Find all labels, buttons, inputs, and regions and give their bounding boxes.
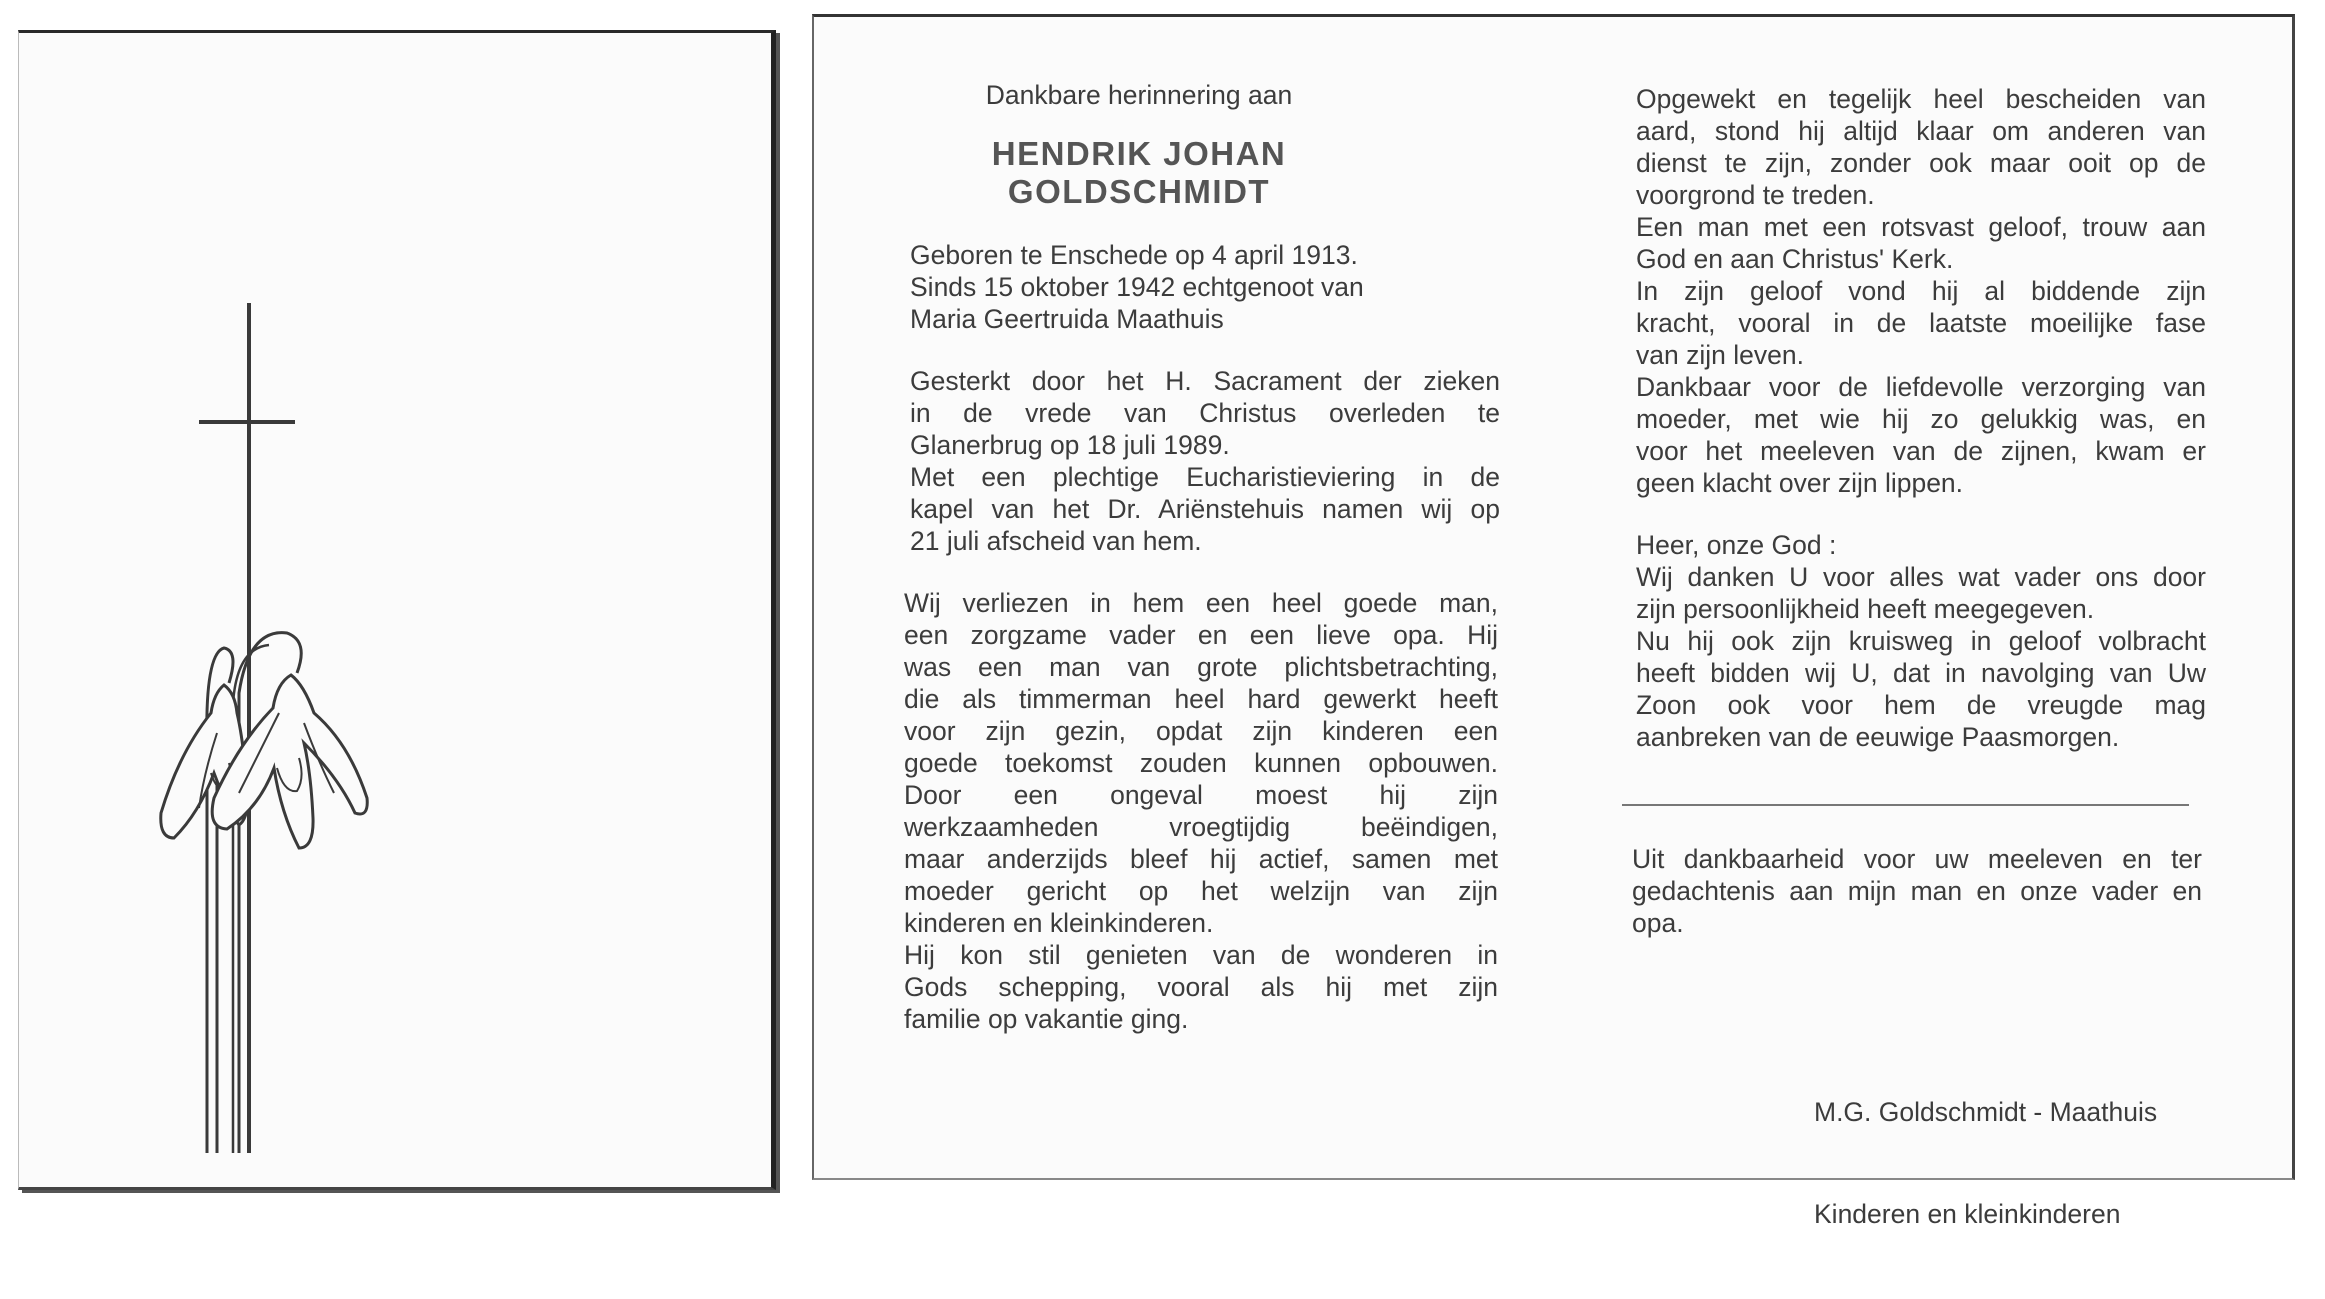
text-line: kracht, vooral in de laatste moeilijke fase (1636, 308, 2206, 338)
deceased-name-line-2: GOLDSCHMIDT (1007, 173, 1271, 210)
text-line: Wij danken U voor alles wat vader ons door (1636, 562, 2206, 592)
text-line: maar anderzijds bleef hij actief, samen met (904, 844, 1498, 874)
text-line: Dankbaar voor de liefdevolle verzorging van (1636, 372, 2206, 402)
text-line: geen klacht over zijn lippen. (1636, 468, 1964, 498)
text-line: opa. (1632, 908, 1684, 938)
text-line: Door een ongeval moest hij zijn (904, 780, 1498, 810)
text-line: 21 juli afscheid van hem. (910, 526, 1202, 556)
text-line: aanbreken van de eeuwige Paasmorgen. (1636, 722, 2120, 752)
text-line: een zorgzame vader en een lieve opa. Hij (904, 620, 1498, 650)
text-line: Gesterkt door het H. Sacrament der zieken (910, 366, 1500, 396)
prayer-paragraph (1636, 529, 2206, 753)
text-line: was een man van grote plichtsbetrachting, (904, 652, 1498, 682)
text-line: Geboren te Enschede op 4 april 1913. (910, 240, 1358, 270)
intro-line: Dankbare herinnering aan (985, 80, 1293, 110)
text-line: God en aan Christus' Kerk. (1636, 244, 1954, 274)
text-line: Nu hij ook zijn kruisweg in geloof volbracht (1636, 626, 2206, 656)
cross-snowdrops-illustration (99, 273, 379, 1173)
text-line: Sinds 15 oktober 1942 echtgenoot van (910, 272, 1364, 302)
text-line: Een man met een rotsvast geloof, trouw aan (1636, 212, 2206, 242)
card-front-panel (18, 30, 776, 1190)
text-line: Hij kon stil genieten van de wonderen in (904, 940, 1498, 970)
text-line: voorgrond te treden. (1636, 180, 1875, 210)
text-line: Opgewekt en tegelijk heel bescheiden van (1636, 84, 2206, 114)
death-paragraph (910, 365, 1500, 557)
life-paragraph (904, 587, 1498, 1035)
text-line: voor zijn gezin, opdat zijn kinderen een (904, 716, 1498, 746)
text-line: Heer, onze God : (1636, 530, 1837, 560)
text-line: goede toekomst zouden kunnen opbouwen. (904, 748, 1498, 778)
text-line: Zoon ook voor hem de vreugde mag (1636, 690, 2206, 720)
text-line: gedachtenis aan mijn man en onze vader en (1632, 876, 2202, 906)
deceased-name-line-1: HENDRIK JOHAN (991, 135, 1287, 172)
text-line: dienst te zijn, zonder ook maar ooit op de (1636, 148, 2206, 178)
text-line: moeder, met wie hij zo gelukkig was, en (1636, 404, 2206, 434)
signature-line-family: Kinderen en kleinkinderen (1814, 1199, 2121, 1229)
text-line: Met een plechtige Eucharistieviering in de (910, 462, 1500, 492)
text-line: In zijn geloof vond hij al biddende zijn (1636, 276, 2206, 306)
text-line: kinderen en kleinkinderen. (904, 908, 1214, 938)
character-paragraph (1636, 83, 2206, 499)
text-line: heeft bidden wij U, dat in navolging van Uw (1636, 658, 2206, 688)
text-line: Wij verliezen in hem een heel goede man, (904, 588, 1498, 618)
text-line: werkzaamheden vroegtijdig beëindigen, (904, 812, 1498, 842)
text-line: familie op vakantie ging. (904, 1004, 1189, 1034)
divider-line (1622, 804, 2189, 806)
text-line: Uit dankbaarheid voor uw meeleven en ter (1632, 844, 2202, 874)
signature-block (1814, 1027, 2157, 1299)
text-line: Glanerbrug op 18 juli 1989. (910, 430, 1230, 460)
text-line: van zijn leven. (1636, 340, 1804, 370)
thanks-paragraph (1632, 843, 2202, 939)
text-line: Maria Geertruida Maathuis (910, 304, 1224, 334)
text-line: in de vrede van Christus overleden te (910, 398, 1500, 428)
text-line: die als timmerman heel hard gewerkt heeft (904, 684, 1498, 714)
signature-line-name: M.G. Goldschmidt - Maathuis (1814, 1097, 2158, 1127)
card-text-panel (812, 14, 2295, 1229)
text-line: kapel van het Dr. Ariënstehuis namen wij op (910, 494, 1500, 524)
text-line: aard, stond hij altijd klaar om anderen van (1636, 116, 2206, 146)
birth-paragraph (910, 239, 1504, 335)
text-line: Gods schepping, vooral als hij met zijn (904, 972, 1498, 1002)
text-line: zijn persoonlijkheid heeft meegegeven. (1636, 594, 2095, 624)
text-line: voor het meeleven van de zijnen, kwam er (1636, 436, 2206, 466)
left-text-column (904, 79, 1504, 1035)
right-text-column (1632, 83, 2286, 939)
text-line: moeder gericht op het welzijn van zijn (904, 876, 1498, 906)
